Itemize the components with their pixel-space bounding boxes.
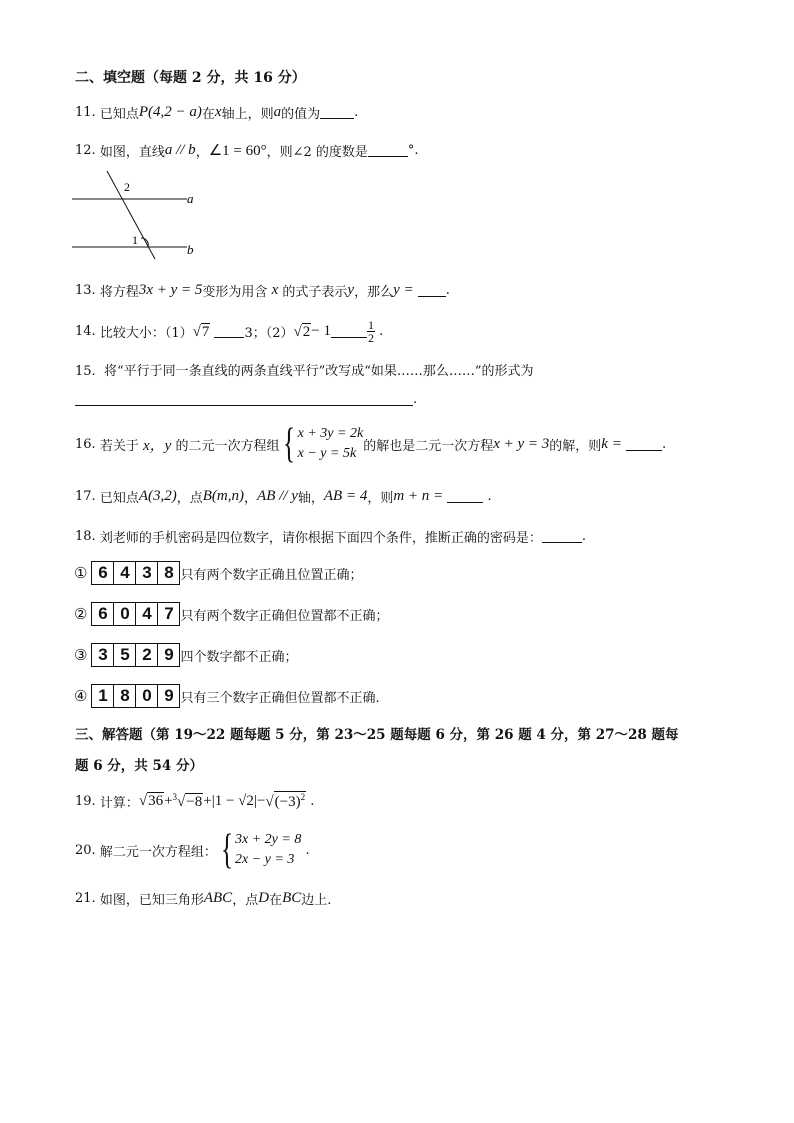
code-box [91, 684, 180, 708]
question-13 [75, 281, 450, 300]
question-14 [75, 319, 383, 344]
q11-x: x [214, 104, 222, 120]
condition-text: 只有两个数字正确且位置正确； [180, 567, 363, 583]
q11-end: . [354, 105, 359, 120]
code-digit: 0 [113, 603, 135, 625]
q17-answer-blank[interactable] [447, 490, 483, 503]
code-box [91, 561, 180, 585]
code-digit: 3 [135, 562, 157, 584]
q17-sum: m + n = [393, 488, 444, 504]
q16-equation-2: x − y = 5k [297, 446, 357, 461]
absolute-value: |1 − √2| [211, 792, 257, 809]
q13-text: ，那么 [354, 285, 394, 300]
q18-text: 刘老师的手机密码是四位数字，请你根据下面四个条件，推断正确的密码是： [99, 531, 542, 546]
code-box [91, 643, 180, 667]
q17-point-b: B(m,n) [202, 488, 245, 504]
q15-answer-blank[interactable] [75, 393, 413, 406]
question-17 [75, 487, 492, 506]
question-11 [75, 103, 358, 122]
q18-end: . [581, 529, 586, 544]
q12-answer-blank[interactable] [368, 144, 408, 157]
q16-k-equals: k = [601, 435, 622, 452]
q15-text: 将“平行于同一条直线的两条直线平行”改写成“如果……那么……”的形式为 [103, 364, 534, 379]
q17-length: AB = 4 [323, 488, 368, 504]
q14-text: 比较大小：（1） [99, 326, 193, 341]
q12-end: °. [407, 143, 419, 158]
condition-1 [74, 561, 362, 585]
q17-end: . [487, 489, 492, 504]
q16-equation-1: x + 3y = 2k [297, 426, 364, 441]
q17-text: ， [244, 491, 258, 506]
q20-equation-2: 2x − y = 3 [235, 852, 295, 867]
q17-text: 已知点 [99, 491, 139, 506]
q14-end: . [379, 324, 384, 339]
q13-y: y [347, 282, 355, 298]
fraction-numerator: 1 [367, 318, 374, 332]
fraction-denominator: 2 [367, 331, 374, 345]
q11-text: 在 [201, 107, 215, 122]
condition-3 [74, 643, 297, 667]
q11-answer-blank[interactable] [320, 106, 354, 119]
condition-4 [74, 684, 380, 708]
condition-2 [74, 602, 388, 626]
q21-segment-bc: BC [282, 890, 302, 906]
q20-equation-1: 3x + 2y = 8 [235, 832, 302, 847]
question-18 [75, 527, 586, 546]
q13-x: x [271, 282, 279, 298]
q14-text: 3；（2） [244, 326, 294, 341]
q13-text: 变形为用含 [202, 285, 268, 300]
q20-number: 20. [75, 842, 96, 858]
q19-number: 19. [75, 793, 96, 809]
q21-triangle: ABC [203, 890, 233, 906]
code-digit: 8 [113, 685, 135, 707]
q15-end: . [413, 392, 418, 407]
code-digit: 7 [157, 603, 179, 625]
q17-text: ，则 [367, 491, 394, 506]
q16-equation-3: x + y = 3 [493, 435, 550, 452]
cube-root: $^3$√−8 [172, 791, 203, 810]
q12-parallel: a // b [164, 142, 196, 158]
condition-text: 四个数字都不正确； [180, 649, 298, 665]
brace-icon: { [220, 827, 233, 873]
q16-answer-blank[interactable] [626, 438, 662, 451]
section-3-title-cont: 题 6 分，共 54 分） [75, 758, 203, 774]
parallel-lines-figure [70, 168, 210, 262]
q17-text: 轴， [297, 491, 324, 506]
q11-a: a [273, 104, 282, 120]
q21-text: 在 [269, 893, 283, 908]
angle-1-label: 1 [132, 233, 138, 247]
q18-answer-blank[interactable] [542, 530, 582, 543]
code-digit: 1 [98, 686, 108, 705]
q17-parallel: AB // y [257, 488, 298, 504]
q21-text: 边上. [301, 893, 332, 908]
sqrt-power-radicand [274, 791, 306, 811]
q13-answer-blank[interactable] [418, 284, 446, 297]
q11-point: P(4,2 − a) [138, 104, 202, 120]
question-16 [75, 423, 666, 465]
q15-answer-line [75, 392, 417, 407]
q21-text: ，点 [232, 893, 259, 908]
section-2-title: 二、填空题（每题 2 分，共 16 分） [75, 70, 306, 86]
sqrt-36: √36 [138, 793, 164, 809]
q15-number: 15. [75, 364, 96, 379]
sqrt-2-radicand: 2 [302, 323, 311, 340]
sqrt-2: √2 [293, 323, 311, 340]
question-21 [75, 889, 331, 908]
sqrt-7: √7 [192, 323, 210, 340]
section-3-title: 三、解答题（第 19～22 题每题 5 分，第 23～25 题每题 6 分，第 26 题 4 分，第 27～28 题每 [75, 727, 679, 743]
q12-text: ， [195, 145, 209, 160]
code-digit: 6 [98, 604, 108, 623]
q13-end: . [445, 283, 450, 298]
sqrt-7-radicand: 7 [201, 323, 210, 340]
question-15 [75, 360, 534, 379]
line-a-label: a [187, 191, 194, 206]
q16-text: 的解，则 [549, 438, 602, 454]
q14-blank-2[interactable] [331, 325, 367, 338]
q19-text: 计算： [99, 795, 139, 811]
minus-one: − 1 [311, 323, 331, 339]
q13-equation: 3x + y = 5 [138, 282, 203, 298]
q16-equation-system [279, 423, 363, 465]
q16-text: 的解也是二元一次方程 [363, 438, 494, 454]
question-19 [75, 791, 314, 811]
q20-end: . [305, 842, 310, 858]
q13-text: 将方程 [99, 285, 139, 300]
q20-text: 解二元一次方程组： [99, 844, 217, 860]
q16-number: 16. [75, 436, 96, 452]
plus-sign: + [203, 792, 212, 809]
code-digit: 2 [135, 644, 157, 666]
q21-text: 如图，已知三角形 [99, 893, 204, 908]
q20-equation-system [217, 829, 302, 871]
q13-number: 13. [75, 283, 96, 298]
minus-sign: − [256, 792, 266, 809]
code-digit: 3 [98, 645, 108, 664]
sqrt-36-radicand: 36 [148, 793, 164, 809]
q13-y-equals: y = [393, 282, 414, 298]
q11-text: 轴上，则 [221, 107, 274, 122]
code-digit: 8 [157, 562, 179, 584]
q12-text: 如图，直线 [99, 145, 165, 160]
code-digit: 4 [113, 562, 135, 584]
q14-number: 14. [75, 324, 96, 339]
condition-marker: ③ [74, 646, 88, 664]
q17-number: 17. [75, 489, 96, 504]
q18-number: 18. [75, 529, 96, 544]
cube-root-radicand: −8 [186, 793, 203, 810]
condition-text: 只有三个数字正确但位置都不正确. [180, 690, 380, 706]
plus-sign: + [164, 792, 173, 809]
code-digit: 5 [113, 644, 135, 666]
code-digit: 0 [135, 685, 157, 707]
q12-text: ，则∠2 的度数是 [266, 145, 368, 160]
line-b-label: b [187, 242, 194, 257]
question-20 [75, 829, 310, 871]
code-digit: 4 [135, 603, 157, 625]
q16-end: . [661, 436, 667, 452]
q11-number: 11. [75, 105, 96, 120]
angle-2-label: 2 [124, 180, 130, 194]
condition-marker: ② [74, 605, 88, 623]
condition-marker: ④ [74, 687, 88, 705]
sqrt-power: $√(-3)^2$ [265, 792, 306, 810]
cube-root-index: 3 [172, 791, 178, 802]
condition-text: 只有两个数字正确但位置都不正确； [180, 608, 389, 624]
q17-text: ，点 [176, 491, 203, 506]
power-exponent: 2 [300, 792, 306, 802]
q13-text: 的式子表示 [282, 285, 348, 300]
q11-text: 已知点 [99, 107, 139, 122]
brace-icon: { [283, 421, 296, 467]
fraction-one-half [367, 319, 375, 344]
q11-text: 的值为 [281, 107, 321, 122]
q16-xy: x，y [142, 437, 172, 454]
code-digit: 6 [98, 563, 108, 582]
q12-number: 12. [75, 143, 96, 158]
q17-point-a: A(3,2) [138, 488, 177, 504]
q16-text: 若关于 [99, 438, 139, 454]
code-digit: 9 [157, 644, 179, 666]
q16-text: 的二元一次方程组 [175, 438, 280, 454]
q12-angle1: ∠1 = 60° [208, 143, 267, 159]
q21-number: 21. [75, 891, 96, 906]
q14-blank-1[interactable] [214, 325, 244, 338]
condition-marker: ① [74, 564, 88, 582]
question-12 [75, 141, 419, 160]
code-digit: 9 [157, 685, 179, 707]
q21-point-d: D [258, 890, 270, 906]
power-base: (−3) [274, 794, 301, 810]
q19-end: . [310, 793, 315, 809]
code-box [91, 602, 180, 626]
